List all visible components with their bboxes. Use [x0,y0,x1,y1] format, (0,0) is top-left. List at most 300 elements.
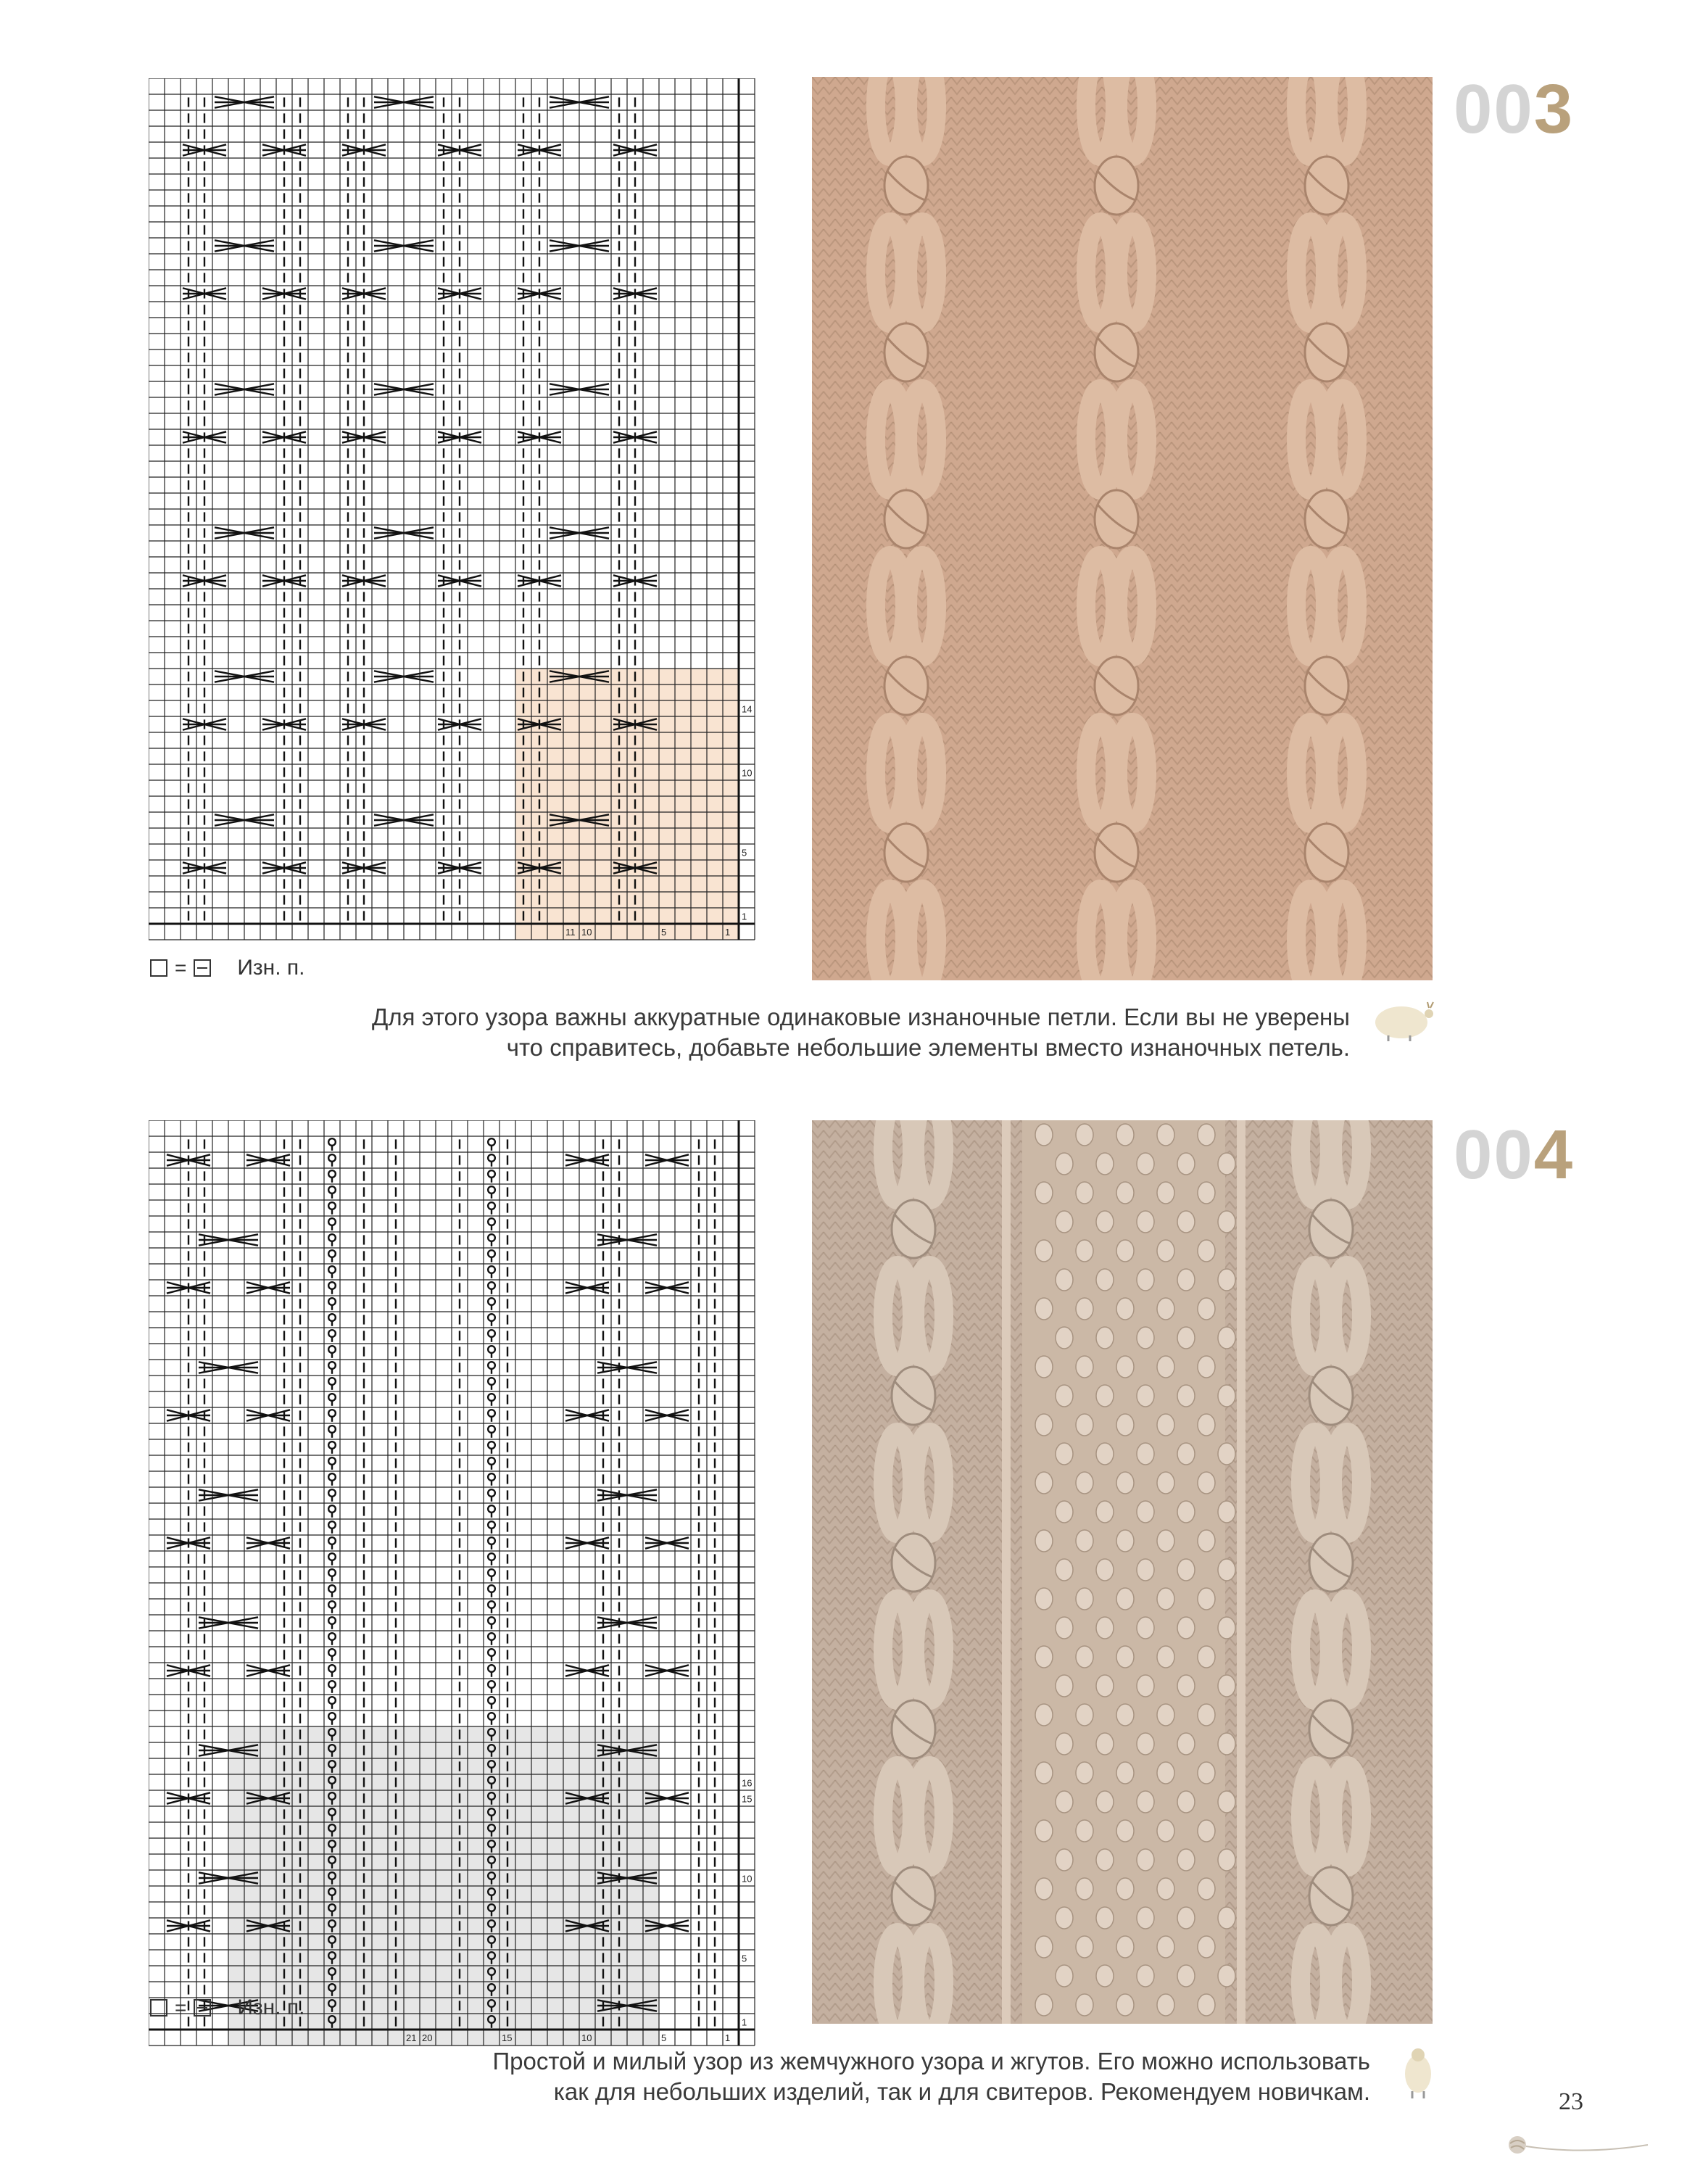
moss-bump [1116,1994,1134,2016]
chart-003 [149,78,758,959]
moss-bump [1096,1327,1114,1349]
moss-bump [1137,1211,1154,1233]
stitch-number: 21 [406,2032,417,2043]
cable-twist [884,657,928,715]
moss-bump [1076,1414,1093,1436]
cable-twist [892,1867,935,1925]
moss-bump [1198,1472,1215,1494]
legend-purl-cell [194,959,211,977]
pattern-number-003 [1454,70,1574,149]
moss-bump [1096,1443,1114,1465]
cable-twist [884,824,928,882]
moss-bump [1177,1559,1195,1581]
pattern-number-prefix: 00 [1454,1116,1534,1194]
moss-bump [1096,1211,1114,1233]
twisted-stitch-mark [488,1170,495,1178]
moss-bump [1056,1269,1073,1291]
twisted-stitch-mark [328,1330,336,1337]
moss-bump [1157,1762,1174,1784]
moss-bump [1177,1443,1195,1465]
moss-bump [1076,1588,1093,1610]
moss-bump [1035,1472,1053,1494]
twisted-stitch-mark [328,1441,336,1449]
twisted-stitch-mark [328,1681,336,1688]
chart-004-grid [149,1120,758,2056]
description-line-1: Для этого узора важны аккуратные одинаковые изнаночные петли. Если вы не уверены [371,1004,1350,1030]
moss-bump [1177,1211,1195,1233]
row-number: 10 [742,767,753,779]
legend-equals: = [175,956,187,979]
moss-bump [1076,1936,1093,1958]
twisted-stitch-mark [488,1489,495,1497]
moss-bump [1218,1907,1235,1929]
stitch-number: 5 [661,2032,667,2043]
moss-bump [1157,1646,1174,1668]
cable-twist [1309,1534,1353,1592]
moss-bump [1096,1675,1114,1697]
moss-bump [1096,1965,1114,1987]
sheep-icon [1401,2046,1435,2102]
cable-twist [892,1367,935,1425]
moss-bump [1056,1849,1073,1871]
rib-line [1237,1120,1245,2024]
moss-bump [1198,1414,1215,1436]
cable-twist [892,1534,935,1592]
moss-bump [1157,1530,1174,1552]
moss-bump [1218,1211,1235,1233]
stitch-number: 15 [502,2032,513,2043]
twisted-stitch-mark [488,1330,495,1337]
moss-bump [1157,1588,1174,1610]
moss-bump [1096,1849,1114,1871]
twisted-stitch-mark [328,1473,336,1481]
moss-bump [1218,1443,1235,1465]
row-numbers [742,1778,752,2028]
moss-bump [1035,1704,1053,1726]
moss-bump [1177,1849,1195,1871]
twisted-stitch-mark [328,1537,336,1544]
stitch-number: 5 [661,927,667,938]
moss-bump [1157,1820,1174,1842]
legend-equals: = [175,1996,187,2019]
moss-bump [1056,1501,1073,1523]
moss-bump [1116,1182,1134,1204]
moss-bump [1116,1704,1134,1726]
moss-bump [1096,1907,1114,1929]
moss-bump [1116,1240,1134,1262]
twisted-stitch-mark [328,1697,336,1704]
twisted-stitch-mark [488,1697,495,1704]
moss-bump [1096,1559,1114,1581]
twisted-stitch-mark [328,1585,336,1592]
moss-bump [1056,1327,1073,1349]
cable-twist [1305,490,1348,548]
moss-bump [1198,1182,1215,1204]
twisted-stitch-mark [488,1186,495,1194]
photo-003 [812,77,1433,980]
twisted-stitch-mark [488,1202,495,1209]
moss-bump [1218,1153,1235,1175]
twisted-stitch-mark [488,1441,495,1449]
moss-bump [1035,1182,1053,1204]
moss-bump [1137,1269,1154,1291]
moss-bump [1116,1936,1134,1958]
row-number: 5 [742,1953,747,1964]
moss-bump [1116,1414,1134,1436]
moss-bump [1157,1240,1174,1262]
moss-bump [1157,1182,1174,1204]
cable-twist [1095,323,1138,381]
twisted-stitch-mark [328,1617,336,1624]
twisted-stitch-mark [328,1218,336,1225]
moss-bump [1137,1385,1154,1407]
twisted-stitch-mark [488,1473,495,1481]
cable-twist [1095,157,1138,215]
moss-bump [1218,1269,1235,1291]
twisted-stitch-mark [328,1521,336,1529]
moss-bump [1137,1327,1154,1349]
moss-bump [1076,1878,1093,1900]
row-number: 1 [742,2017,747,2028]
moss-bump [1177,1501,1195,1523]
description-line-2: что справитесь, добавьте небольшие элементы вместо изнаночных петель. [506,1034,1350,1061]
twisted-stitch-mark [328,1569,336,1576]
twisted-stitch-mark [488,1410,495,1417]
moss-bump [1157,1414,1174,1436]
stitch-number: 1 [725,927,731,938]
twisted-stitch-mark [328,1649,336,1656]
twisted-stitch-mark [328,1250,336,1257]
legend-empty-cell [150,1999,167,2017]
moss-bump [1198,1124,1215,1146]
moss-bump [1116,1878,1134,1900]
cable-twist [1309,1867,1353,1925]
moss-bump [1137,1617,1154,1639]
moss-bump [1218,1501,1235,1523]
moss-bump [1137,1501,1154,1523]
stitch-number: 11 [565,927,576,938]
moss-bump [1137,1733,1154,1755]
twisted-stitch-mark [488,1298,495,1305]
description-line-1: Простой и милый узор из жемчужного узора и жгутов. Его можно использовать [492,2048,1370,2075]
moss-bump [1096,1385,1114,1407]
twisted-stitch-mark [488,1521,495,1529]
legend-004 [150,1995,305,2020]
moss-bump [1218,1849,1235,1871]
twisted-stitch-mark [328,1553,336,1560]
moss-bump [1198,1762,1215,1784]
twisted-stitch-mark [488,1394,495,1401]
moss-bump [1198,1356,1215,1378]
moss-bump [1137,1443,1154,1465]
moss-bump [1056,1791,1073,1813]
twisted-stitch-mark [328,1362,336,1369]
moss-bump [1116,1588,1134,1610]
moss-bump [1035,1356,1053,1378]
moss-bump [1035,1530,1053,1552]
twisted-stitch-mark [328,1202,336,1209]
moss-bump [1056,1211,1073,1233]
moss-bump [1177,1965,1195,1987]
twisted-stitch-mark [328,1154,336,1162]
moss-bump [1116,1530,1134,1552]
cable-twist [1305,824,1348,882]
moss-bump [1076,1820,1093,1842]
twisted-stitch-mark [328,1378,336,1385]
twisted-stitch-mark [488,1553,495,1560]
twisted-stitch-mark [488,1713,495,1720]
moss-bump [1076,1646,1093,1668]
cable-twist [892,1700,935,1758]
moss-bump [1137,1559,1154,1581]
moss-bump [1116,1472,1134,1494]
moss-bump [1035,1646,1053,1668]
moss-bump [1157,1878,1174,1900]
moss-bump [1076,1704,1093,1726]
row-number: 16 [742,1777,753,1789]
yarn-ball-icon [1504,2130,1649,2163]
moss-bump [1137,1907,1154,1929]
moss-panel [1002,1120,1245,2024]
moss-bump [1096,1733,1114,1755]
moss-bump [1076,1298,1093,1320]
twisted-stitch-mark [328,1186,336,1194]
twisted-stitch-mark [488,1250,495,1257]
twisted-stitch-mark [328,1457,336,1465]
twisted-stitch-mark [328,1633,336,1640]
twisted-stitch-mark [488,1282,495,1289]
twisted-stitch-mark [328,1410,336,1417]
pattern-number-digit: 3 [1533,70,1575,148]
moss-bump [1137,1965,1154,1987]
description-line-2: как для небольших изделий, так и для свитеров. Рекомендуем новичкам. [553,2078,1370,2105]
moss-bump [1157,1298,1174,1320]
moss-bump [1035,1820,1053,1842]
cable-twist [884,490,928,548]
twisted-stitch-mark [488,1681,495,1688]
moss-bump [1198,1588,1215,1610]
twisted-stitch-mark [488,1234,495,1241]
moss-bump [1198,1878,1215,1900]
moss-bump [1218,1617,1235,1639]
moss-bump [1076,1356,1093,1378]
twisted-stitch-mark [328,1234,336,1241]
twisted-stitch-mark [328,1314,336,1321]
chart-003-grid [149,78,758,959]
moss-bump [1157,1124,1174,1146]
moss-bump [1177,1907,1195,1929]
moss-bump [1198,1530,1215,1552]
moss-bump [1218,1327,1235,1349]
twisted-stitch-mark [328,1170,336,1178]
moss-bump [1056,1617,1073,1639]
moss-bump [1198,1936,1215,1958]
moss-bump [1096,1501,1114,1523]
moss-bump [1116,1646,1134,1668]
moss-bump [1177,1385,1195,1407]
twisted-stitch-mark [488,1457,495,1465]
stitch-number: 1 [725,2032,731,2043]
moss-bump [1076,1530,1093,1552]
moss-bump [1218,1965,1235,1987]
moss-bump [1137,1153,1154,1175]
moss-bump [1056,1675,1073,1697]
moss-bump [1096,1153,1114,1175]
twisted-stitch-mark [488,1218,495,1225]
twisted-stitch-mark [488,1138,495,1146]
moss-bump [1157,1356,1174,1378]
moss-bump [1056,1965,1073,1987]
twisted-stitch-mark [328,1426,336,1433]
legend-label: Изн. п. [237,1995,305,2019]
row-number: 1 [742,911,747,922]
moss-bump [1056,1559,1073,1581]
stitch-number: 10 [581,2032,592,2043]
twisted-stitch-mark [488,1314,495,1321]
pattern-number-004 [1454,1115,1574,1195]
moss-bump [1056,1153,1073,1175]
twisted-stitch-mark [488,1537,495,1544]
moss-bump [1096,1269,1114,1291]
moss-bump [1035,1240,1053,1262]
moss-bump [1218,1385,1235,1407]
page-number: 23 [1559,2088,1583,2115]
row-number: 14 [742,703,753,715]
twisted-stitch-mark [328,1138,336,1146]
description-004 [65,2046,1370,2107]
pattern-number-digit: 4 [1533,1116,1575,1194]
moss-bump [1157,1472,1174,1494]
twisted-stitch-mark [328,1394,336,1401]
twisted-stitch-mark [488,1585,495,1592]
moss-bump [1056,1385,1073,1407]
twisted-stitch-mark [328,1489,336,1497]
twisted-stitch-mark [328,1713,336,1720]
moss-bump [1157,1994,1174,2016]
moss-bump [1035,1588,1053,1610]
chart-004 [149,1120,758,2056]
moss-bump [1096,1791,1114,1813]
moss-bump [1177,1733,1195,1755]
twisted-stitch-mark [488,1266,495,1273]
moss-bump [1035,1936,1053,1958]
twisted-stitch-mark [328,1346,336,1353]
moss-bump [1056,1907,1073,1929]
twisted-stitch-mark [488,1633,495,1640]
row-numbers [742,704,752,922]
row-number: 5 [742,847,747,859]
moss-bump [1035,1414,1053,1436]
photo-004-knit-sample [812,1120,1433,2024]
moss-bump [1076,1182,1093,1204]
twisted-stitch-mark [488,1362,495,1369]
moss-bump [1137,1675,1154,1697]
cable-twist [1309,1700,1353,1758]
twisted-stitch-mark [488,1346,495,1353]
cable-twist [884,323,928,381]
legend-003 [150,956,305,980]
legend-label: Изн. п. [237,956,305,980]
photo-003-knit-sample [812,77,1433,980]
moss-bump [1177,1675,1195,1697]
description-003 [117,1002,1350,1063]
moss-bump [1218,1559,1235,1581]
twisted-stitch-mark [328,1665,336,1672]
moss-bump [1035,1878,1053,1900]
moss-bump [1198,1240,1215,1262]
cable-twist [1309,1367,1353,1425]
cable-twist [1095,490,1138,548]
cable-twist [1305,323,1348,381]
twisted-stitch-mark [488,1505,495,1513]
twisted-stitch-mark [488,1154,495,1162]
twisted-stitch-mark [488,1617,495,1624]
moss-bump [1035,1762,1053,1784]
cable-twist [1095,824,1138,882]
twisted-stitch-mark [488,1649,495,1656]
moss-bump [1035,1124,1053,1146]
cable-twist [1309,1200,1353,1258]
moss-bump [1076,1472,1093,1494]
moss-bump [1177,1153,1195,1175]
moss-bump [1116,1762,1134,1784]
moss-bump [1198,1646,1215,1668]
moss-bump [1177,1269,1195,1291]
moss-bump [1177,1617,1195,1639]
row-number: 10 [742,1873,753,1885]
rib-line [1002,1120,1011,2024]
photo-004 [812,1120,1433,2024]
twisted-stitch-mark [328,1282,336,1289]
cable-twist [1095,657,1138,715]
moss-bump [1157,1704,1174,1726]
moss-bump [1198,1820,1215,1842]
moss-bump [1096,1617,1114,1639]
moss-bump [1076,1994,1093,2016]
twisted-stitch-mark [328,1601,336,1608]
moss-bump [1177,1327,1195,1349]
moss-bump [1035,1298,1053,1320]
twisted-stitch-mark [488,1426,495,1433]
cable-twist [892,1200,935,1258]
cable-twist [1305,657,1348,715]
moss-bump [1076,1124,1093,1146]
moss-bump [1157,1936,1174,1958]
pattern-number-prefix: 00 [1454,70,1534,148]
moss-bump [1116,1820,1134,1842]
row-number: 15 [742,1793,753,1805]
moss-bump [1137,1849,1154,1871]
moss-bump [1035,1994,1053,2016]
moss-bump [1076,1762,1093,1784]
stitch-number: 20 [422,2032,433,2043]
twisted-stitch-mark [488,1665,495,1672]
moss-bump [1116,1356,1134,1378]
twisted-stitch-mark [488,1601,495,1608]
legend-empty-cell [150,959,167,977]
legend-purl-cell [194,1999,211,2017]
moss-bump [1198,1298,1215,1320]
twisted-stitch-mark [328,1266,336,1273]
moss-bump [1056,1733,1073,1755]
moss-bump [1177,1791,1195,1813]
moss-bump [1198,1994,1215,2016]
moss-bump [1137,1791,1154,1813]
twisted-stitch-mark [328,1505,336,1513]
moss-bump [1218,1733,1235,1755]
moss-bump [1056,1443,1073,1465]
stitch-number: 10 [581,927,592,938]
